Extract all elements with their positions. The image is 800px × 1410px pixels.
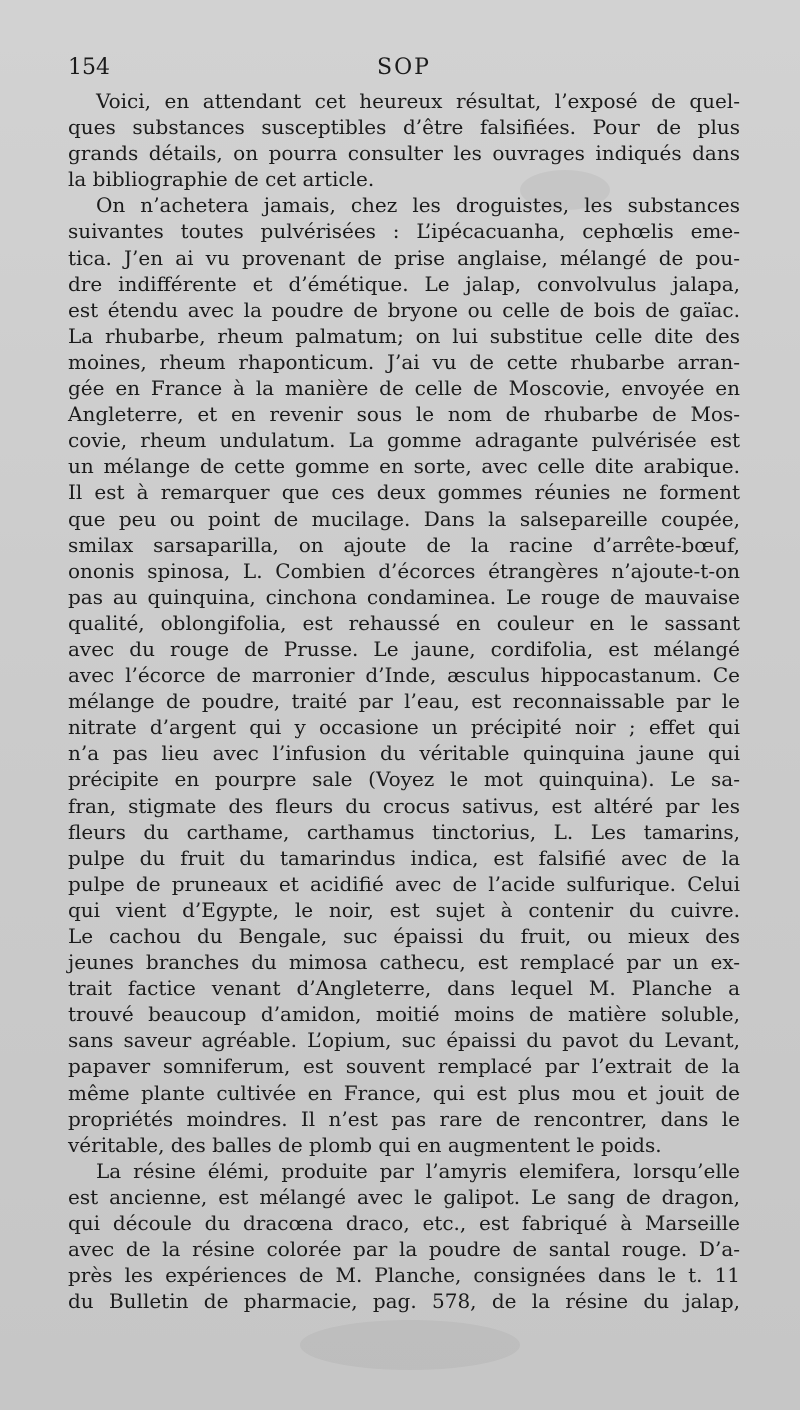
text-line: même plante cultivée en France, qui est plus mou et jouit de	[68, 1080, 740, 1105]
text-line: smilax sarsaparilla, on ajoute de la racine d’arrête-bœuf,	[68, 532, 740, 557]
text-line: trouvé beaucoup d’amidon, moitié moins de matière soluble,	[68, 1002, 740, 1027]
text-line: Angleterre, et en revenir sous le nom de rhubarbe de Mos-	[68, 402, 740, 427]
text-line: Le cachou du Bengale, suc épaissi du fruit, ou mieux des	[68, 924, 740, 948]
text-line: propriétés moindres. Il n’est pas rare de rencontrer, dans le	[68, 1106, 740, 1131]
text-line: La rhubarbe, rheum palmatum; on lui substitue celle dite des	[68, 323, 740, 348]
paragraph	[68, 88, 740, 192]
text-line: Il est à remarquer que ces deux gommes réunies ne forment	[68, 480, 740, 505]
text-line: qui découle du dracœna draco, etc., est fabriqué à Marseille	[68, 1211, 740, 1236]
text-line: jeunes branches du mimosa cathecu, est remplacé par un ex-	[68, 950, 740, 975]
text-line: fleurs du carthame, carthamus tinctorius, L. Les tamarins,	[68, 819, 740, 844]
text-line: moines, rheum rhaponticum. J’ai vu de cette rhubarbe arran-	[68, 349, 740, 374]
text-line: que peu ou point de mucilage. Dans la salsepareille coupée,	[68, 506, 740, 531]
paragraph	[68, 1158, 740, 1315]
page-header	[68, 55, 740, 91]
paper-stain	[300, 1320, 520, 1370]
text-line: du Bulletin de pharmacie, pag. 578, de la résine du jalap,	[68, 1289, 740, 1314]
text-line: est ancienne, est mélangé avec le galipot. Le sang de dragon,	[68, 1184, 740, 1209]
text-line: covie, rheum undulatum. La gomme adragante pulvérisée est	[68, 428, 740, 453]
text-line: ononis spinosa, L. Combien d’écorces étrangères n’ajoute-t-on	[68, 558, 740, 583]
text-line: pulpe du fruit du tamarindus indica, est falsifié avec de la	[68, 845, 740, 870]
text-line: La résine élémi, produite par l’amyris elemifera, lorsqu’elle	[96, 1158, 740, 1183]
text-line: dre indifférente et d’émétique. Le jalap, convolvulus jalapa,	[68, 271, 740, 296]
text-line: n’a pas lieu avec l’infusion du véritable quinquina jaune qui	[68, 741, 740, 766]
text-line: qui vient d’Egypte, le noir, est sujet à contenir du cuivre.	[68, 897, 740, 922]
text-line: ques substances susceptibles d’être falsifiées. Pour de plus	[68, 115, 740, 140]
running-head: SOP	[377, 55, 431, 80]
body-text	[68, 88, 740, 1314]
text-line: mélange de poudre, traité par l’eau, est reconnaissable par le	[68, 689, 740, 714]
text-line: gée en France à la manière de celle de Moscovie, envoyée en	[68, 376, 740, 401]
text-line: qualité, oblongifolia, est rehaussé en couleur en le sassant	[68, 610, 740, 635]
text-line: On n’achetera jamais, chez les droguistes, les substances	[96, 193, 740, 218]
text-line: fran, stigmate des fleurs du crocus sativus, est altéré par les	[68, 793, 740, 818]
text-line: avec l’écorce de marronier d’Inde, æsculus hippocastanum. Ce	[68, 663, 740, 688]
text-line: est étendu avec la poudre de bryone ou celle de bois de gaïac.	[68, 297, 740, 322]
text-line: un mélange de cette gomme en sorte, avec celle dite arabique.	[68, 454, 740, 479]
text-line: tica. J’en ai vu provenant de prise anglaise, mélangé de pou-	[68, 245, 740, 270]
text-line: grands détails, on pourra consulter les ouvrages indiqués dans	[68, 141, 740, 166]
paragraph	[68, 192, 740, 1157]
text-line: nitrate d’argent qui y occasione un précipité noir ; effet qui	[68, 715, 740, 740]
page-number: 154	[68, 55, 110, 80]
text-line: Voici, en attendant cet heureux résultat, l’exposé de quel-	[96, 89, 740, 113]
text-line: suivantes toutes pulvérisées : L’ipécacuanha, cephœlis eme-	[68, 219, 740, 244]
text-line: véritable, des balles de plomb qui en augmentent le poids.	[68, 1132, 662, 1157]
text-line: précipite en pourpre sale (Voyez le mot quinquina). Le sa-	[68, 767, 740, 792]
text-line: trait factice venant d’Angleterre, dans lequel M. Planche a	[68, 976, 740, 1001]
text-line: pas au quinquina, cinchona condaminea. Le rouge de mauvaise	[68, 584, 740, 609]
text-line: sans saveur agréable. L’opium, suc épaissi du pavot du Levant,	[68, 1028, 740, 1053]
text-line: la bibliographie de cet article.	[68, 167, 375, 192]
text-line: avec du rouge de Prusse. Le jaune, cordifolia, est mélangé	[68, 636, 740, 661]
text-line: avec de la résine colorée par la poudre de santal rouge. D’a-	[68, 1237, 740, 1262]
text-line: papaver somniferum, est souvent remplacé par l’extrait de la	[68, 1054, 740, 1079]
text-line: pulpe de pruneaux et acidifié avec de l’acide sulfurique. Celui	[68, 871, 740, 896]
text-line: près les expériences de M. Planche, consignées dans le t. 11	[68, 1263, 740, 1288]
